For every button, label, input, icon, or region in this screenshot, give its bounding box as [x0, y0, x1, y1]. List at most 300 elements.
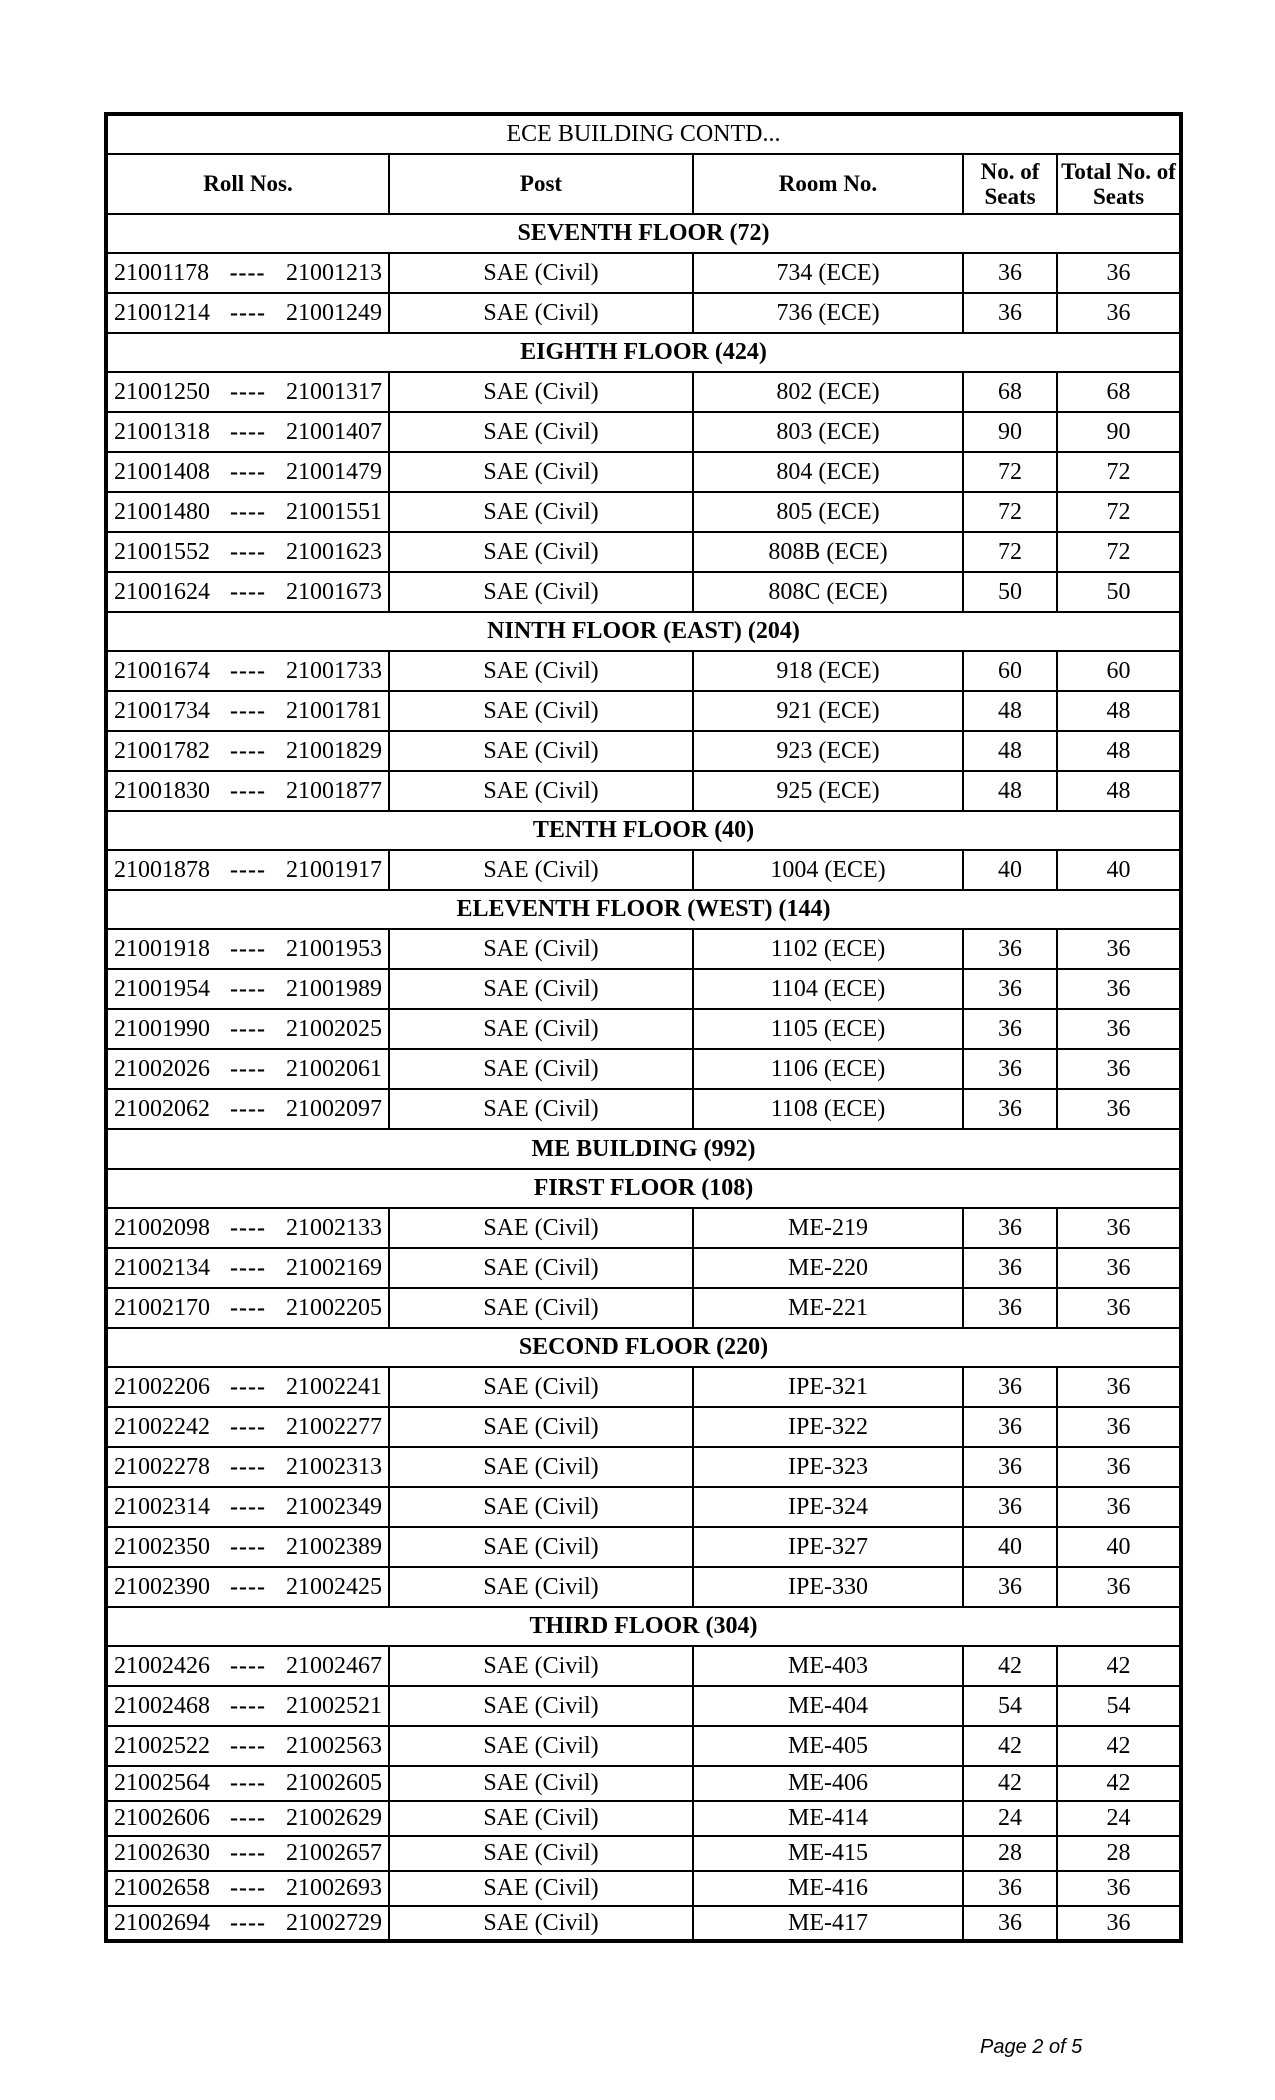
seats-cell: 36: [963, 1288, 1057, 1328]
table-row: [106, 1288, 1181, 1328]
roll-range-cell: [106, 1288, 389, 1328]
roll-end: 21001989: [286, 975, 382, 1002]
post-cell: SAE (Civil): [389, 850, 693, 890]
post-cell: SAE (Civil): [389, 691, 693, 731]
roll-separator: ----: [230, 1805, 266, 1832]
roll-end: 21002313: [286, 1453, 382, 1480]
seats-cell: 72: [963, 492, 1057, 532]
seats-cell: 90: [963, 412, 1057, 452]
roll-separator: ----: [230, 1493, 266, 1520]
roll-separator: ----: [230, 1055, 266, 1082]
post-cell: SAE (Civil): [389, 1089, 693, 1129]
roll-range: [114, 1096, 382, 1122]
floor-heading-row: [106, 811, 1181, 850]
roll-start: 21002242: [114, 1413, 210, 1440]
roll-range: [114, 1770, 382, 1796]
room-no-cell: ME-221: [693, 1288, 963, 1328]
post-cell: SAE (Civil): [389, 731, 693, 771]
roll-start: 21001830: [114, 777, 210, 804]
roll-separator: ----: [230, 498, 266, 525]
post-cell: SAE (Civil): [389, 412, 693, 452]
table-row: [106, 1726, 1181, 1766]
table-row: [106, 1208, 1181, 1248]
seats-cell: 48: [963, 731, 1057, 771]
total-seats-cell: 36: [1057, 1208, 1181, 1248]
total-seats-cell: 90: [1057, 412, 1181, 452]
roll-range: [114, 1693, 382, 1719]
seating-plan-table: [104, 112, 1183, 1943]
total-seats-cell: 36: [1057, 1288, 1181, 1328]
roll-range-cell: [106, 1447, 389, 1487]
roll-end: 21002563: [286, 1732, 382, 1759]
roll-separator: ----: [230, 1373, 266, 1400]
post-cell: SAE (Civil): [389, 1288, 693, 1328]
building-title: ME BUILDING (992): [106, 1129, 1181, 1169]
roll-separator: ----: [230, 777, 266, 804]
roll-range-cell: [106, 1801, 389, 1836]
roll-end: 21002277: [286, 1413, 382, 1440]
roll-separator: ----: [230, 1692, 266, 1719]
roll-start: 21002098: [114, 1214, 210, 1241]
total-seats-cell: 36: [1057, 1248, 1181, 1288]
table-row: [106, 1686, 1181, 1726]
room-no-cell: 808B (ECE): [693, 532, 963, 572]
roll-separator: ----: [230, 1770, 266, 1797]
roll-end: 21001213: [285, 259, 382, 286]
room-no-cell: ME-406: [693, 1766, 963, 1801]
total-seats-header: Total No. of Seats: [1057, 154, 1181, 214]
post-cell: SAE (Civil): [389, 1527, 693, 1567]
seats-cell: 48: [963, 771, 1057, 811]
roll-range: [114, 1414, 382, 1440]
roll-start: 21001250: [114, 378, 210, 405]
seats-cell: 68: [963, 372, 1057, 412]
roll-range-cell: [106, 1487, 389, 1527]
seats-cell: 36: [963, 1089, 1057, 1129]
roll-end: 21002629: [286, 1805, 382, 1832]
roll-end: 21002425: [286, 1573, 382, 1600]
roll-range: [114, 300, 382, 326]
roll-start: 21001918: [114, 935, 210, 962]
post-cell: SAE (Civil): [389, 572, 693, 612]
roll-range-cell: [106, 452, 389, 492]
roll-start: 21002630: [114, 1840, 210, 1867]
seats-cell: 36: [963, 1487, 1057, 1527]
roll-range-cell: [106, 1646, 389, 1686]
floor-heading: SEVENTH FLOOR (72): [106, 214, 1181, 253]
roll-range: [114, 1805, 382, 1831]
post-cell: SAE (Civil): [389, 1726, 693, 1766]
post-cell: SAE (Civil): [389, 1208, 693, 1248]
roll-end: 21001623: [286, 538, 382, 565]
room-no-cell: IPE-323: [693, 1447, 963, 1487]
roll-range: [114, 499, 382, 525]
page-number: Page 2 of 5: [980, 2036, 1083, 2058]
roll-separator: ----: [230, 1909, 266, 1936]
roll-end: 21001673: [286, 578, 382, 605]
total-seats-cell: 50: [1057, 572, 1181, 612]
table-row: [106, 1009, 1181, 1049]
total-seats-cell: 36: [1057, 1487, 1181, 1527]
total-seats-cell: 36: [1057, 1567, 1181, 1607]
seats-cell: 36: [963, 1407, 1057, 1447]
roll-separator: ----: [229, 259, 266, 286]
seats-cell: 36: [963, 1049, 1057, 1089]
roll-separator: ----: [230, 578, 266, 605]
total-seats-cell: 72: [1057, 452, 1181, 492]
roll-range: [114, 1875, 382, 1901]
table-row: [106, 372, 1181, 412]
roll-separator: ----: [230, 458, 266, 485]
roll-range-cell: [106, 1836, 389, 1871]
floor-heading-row: [106, 890, 1181, 929]
post-cell: SAE (Civil): [389, 1766, 693, 1801]
total-seats-cell: 36: [1057, 1009, 1181, 1049]
post-cell: SAE (Civil): [389, 372, 693, 412]
floor-heading-row: [106, 333, 1181, 372]
building-title: ECE BUILDING CONTD...: [106, 114, 1181, 154]
table-row: [106, 1567, 1181, 1607]
seats-cell: 36: [963, 1208, 1057, 1248]
seats-cell: 36: [963, 1567, 1057, 1607]
post-cell: SAE (Civil): [389, 1049, 693, 1089]
roll-separator: ----: [230, 697, 266, 724]
seats-cell: 36: [963, 1009, 1057, 1049]
room-no-cell: 1106 (ECE): [693, 1049, 963, 1089]
roll-end: 21002241: [286, 1373, 382, 1400]
seats-cell: 42: [963, 1646, 1057, 1686]
total-seats-cell: 24: [1057, 1801, 1181, 1836]
roll-start: 21002658: [114, 1875, 210, 1902]
seats-cell: 36: [963, 1871, 1057, 1906]
roll-range: [114, 976, 382, 1002]
total-seats-cell: 36: [1057, 1871, 1181, 1906]
roll-end: 21002467: [286, 1652, 382, 1679]
roll-range-cell: [106, 492, 389, 532]
roll-start: 21002564: [114, 1770, 210, 1797]
building-title-row: [106, 1129, 1181, 1169]
seats-cell: 36: [963, 1447, 1057, 1487]
roll-start: 21002062: [114, 1095, 210, 1122]
seats-cell: 36: [963, 293, 1057, 333]
roll-range: [114, 419, 382, 445]
roll-separator: ----: [230, 1254, 266, 1281]
roll-start: 21002390: [114, 1573, 210, 1600]
roll-range: [114, 1255, 382, 1281]
roll-start: 21001552: [114, 538, 210, 565]
roll-range-cell: [106, 372, 389, 412]
roll-range-cell: [106, 1766, 389, 1801]
total-seats-cell: 36: [1057, 1906, 1181, 1941]
roll-separator: ----: [230, 737, 266, 764]
roll-start: 21002468: [114, 1692, 210, 1719]
roll-end: 21002133: [286, 1214, 382, 1241]
roll-range: [114, 1494, 382, 1520]
post-cell: SAE (Civil): [389, 771, 693, 811]
roll-end: 21001249: [286, 299, 382, 326]
room-no-cell: ME-415: [693, 1836, 963, 1871]
floor-heading-row: [106, 1328, 1181, 1367]
roll-separator: ----: [230, 1015, 266, 1042]
seats-cell: 50: [963, 572, 1057, 612]
table-row: [106, 1646, 1181, 1686]
roll-separator: ----: [230, 1652, 266, 1679]
floor-heading-row: [106, 214, 1181, 253]
roll-end: 21001953: [286, 935, 382, 962]
room-no-cell: 1102 (ECE): [693, 929, 963, 969]
seats-cell: 36: [963, 1248, 1057, 1288]
roll-end: 21002693: [286, 1875, 382, 1902]
roll-range-cell: [106, 1248, 389, 1288]
seats-cell: 72: [963, 532, 1057, 572]
roll-separator: ----: [230, 538, 266, 565]
room-no-cell: 1105 (ECE): [693, 1009, 963, 1049]
roll-range: [114, 260, 382, 286]
room-no-cell: 805 (ECE): [693, 492, 963, 532]
room-no-cell: ME-404: [693, 1686, 963, 1726]
seats-cell: 36: [963, 1906, 1057, 1941]
roll-separator: ----: [230, 378, 266, 405]
roll-separator: ----: [230, 657, 266, 684]
roll-range: [114, 1910, 382, 1936]
roll-separator: ----: [230, 1453, 266, 1480]
table-row: [106, 969, 1181, 1009]
roll-end: 21002389: [286, 1533, 382, 1560]
roll-range-cell: [106, 771, 389, 811]
roll-end: 21001317: [286, 378, 382, 405]
table-row: [106, 850, 1181, 890]
roll-separator: ----: [230, 975, 266, 1002]
room-no-cell: 921 (ECE): [693, 691, 963, 731]
room-no-cell: 808C (ECE): [693, 572, 963, 612]
room-no-cell: 1104 (ECE): [693, 969, 963, 1009]
roll-start: 21002026: [114, 1055, 210, 1082]
roll-range-cell: [106, 1686, 389, 1726]
roll-end: 21002025: [286, 1015, 382, 1042]
post-cell: SAE (Civil): [389, 1646, 693, 1686]
floor-heading: FIRST FLOOR (108): [106, 1169, 1181, 1208]
post-cell: SAE (Civil): [389, 1686, 693, 1726]
total-seats-cell: 36: [1057, 293, 1181, 333]
room-no-cell: 1004 (ECE): [693, 850, 963, 890]
seating-plan-body: [106, 114, 1181, 1941]
roll-end: 21001733: [286, 657, 382, 684]
roll-range: [114, 738, 382, 764]
roll-start: 21002350: [114, 1533, 210, 1560]
floor-heading-row: [106, 612, 1181, 651]
table-row: [106, 771, 1181, 811]
total-seats-cell: 48: [1057, 771, 1181, 811]
roll-range-cell: [106, 412, 389, 452]
roll-separator: ----: [230, 1214, 266, 1241]
roll-separator: ----: [230, 1573, 266, 1600]
roll-separator: ----: [230, 935, 266, 962]
roll-range-cell: [106, 1871, 389, 1906]
total-seats-cell: 36: [1057, 253, 1181, 293]
table-row: [106, 1447, 1181, 1487]
total-seats-cell: 36: [1057, 1367, 1181, 1407]
room-no-cell: IPE-330: [693, 1567, 963, 1607]
roll-range: [114, 1840, 382, 1866]
roll-range-cell: [106, 1906, 389, 1941]
total-seats-cell: 72: [1057, 532, 1181, 572]
room-no-cell: 1108 (ECE): [693, 1089, 963, 1129]
seats-cell: 42: [963, 1766, 1057, 1801]
roll-start: 21002694: [114, 1909, 210, 1936]
roll-start: 21001674: [114, 657, 210, 684]
roll-end: 21002349: [286, 1493, 382, 1520]
roll-start: 21001214: [114, 299, 210, 326]
table-row: [106, 1049, 1181, 1089]
total-seats-cell: 42: [1057, 1646, 1181, 1686]
building-title-row: [106, 114, 1181, 154]
roll-range: [114, 1295, 382, 1321]
room-no-cell: ME-414: [693, 1801, 963, 1836]
seats-cell: 40: [963, 1527, 1057, 1567]
roll-range-cell: [106, 293, 389, 333]
post-cell: SAE (Civil): [389, 1801, 693, 1836]
floor-heading: ELEVENTH FLOOR (WEST) (144): [106, 890, 1181, 929]
table-row: [106, 1248, 1181, 1288]
roll-end: 21001551: [286, 498, 382, 525]
floor-heading: THIRD FLOOR (304): [106, 1607, 1181, 1646]
roll-range: [114, 1374, 382, 1400]
roll-start: 21002522: [114, 1732, 210, 1759]
roll-separator: ----: [230, 1095, 266, 1122]
roll-start: 21001624: [114, 578, 210, 605]
post-cell: SAE (Civil): [389, 253, 693, 293]
room-no-cell: ME-403: [693, 1646, 963, 1686]
table-row: [106, 1871, 1181, 1906]
roll-separator: ----: [230, 1840, 266, 1867]
roll-end: 21002729: [286, 1909, 382, 1936]
floor-heading: TENTH FLOOR (40): [106, 811, 1181, 850]
post-cell: SAE (Civil): [389, 492, 693, 532]
post-cell: SAE (Civil): [389, 1836, 693, 1871]
seats-cell: 40: [963, 850, 1057, 890]
room-no-cell: IPE-327: [693, 1527, 963, 1567]
total-seats-cell: 36: [1057, 929, 1181, 969]
roll-start: 21002426: [114, 1652, 210, 1679]
roll-separator: ----: [230, 1294, 266, 1321]
total-seats-cell: 48: [1057, 731, 1181, 771]
room-no-cell: ME-220: [693, 1248, 963, 1288]
roll-start: 21001782: [114, 737, 210, 764]
roll-range-cell: [106, 253, 389, 293]
post-cell: SAE (Civil): [389, 1906, 693, 1941]
roll-start: 21002606: [114, 1805, 210, 1832]
post-cell: SAE (Civil): [389, 929, 693, 969]
roll-separator: ----: [230, 856, 266, 883]
roll-range-cell: [106, 731, 389, 771]
roll-range: [114, 459, 382, 485]
room-no-cell: IPE-324: [693, 1487, 963, 1527]
table-row: [106, 253, 1181, 293]
roll-range-cell: [106, 1049, 389, 1089]
roll-end: 21002521: [286, 1692, 382, 1719]
roll-range: [114, 1574, 382, 1600]
roll-start: 21002134: [114, 1254, 210, 1281]
roll-start: 21001878: [114, 856, 210, 883]
roll-start: 21001480: [114, 498, 210, 525]
room-no-cell: IPE-322: [693, 1407, 963, 1447]
roll-start: 21001318: [114, 418, 210, 445]
roll-end: 21001479: [286, 458, 382, 485]
table-row: [106, 1367, 1181, 1407]
floor-heading: NINTH FLOOR (EAST) (204): [106, 612, 1181, 651]
room-no-cell: 804 (ECE): [693, 452, 963, 492]
total-seats-cell: 36: [1057, 969, 1181, 1009]
roll-range: [114, 1534, 382, 1560]
table-row: [106, 492, 1181, 532]
table-row: [106, 1407, 1181, 1447]
total-seats-cell: 60: [1057, 651, 1181, 691]
roll-separator: ----: [230, 418, 266, 445]
roll-start: 21002206: [114, 1373, 210, 1400]
roll-range: [114, 1056, 382, 1082]
room-no-cell: 736 (ECE): [693, 293, 963, 333]
post-cell: SAE (Civil): [389, 1871, 693, 1906]
roll-separator: ----: [230, 299, 266, 326]
table-row: [106, 1487, 1181, 1527]
roll-range-cell: [106, 969, 389, 1009]
total-seats-cell: 54: [1057, 1686, 1181, 1726]
roll-end: 21002061: [286, 1055, 382, 1082]
table-row: [106, 1527, 1181, 1567]
post-cell: SAE (Civil): [389, 1567, 693, 1607]
roll-range-cell: [106, 532, 389, 572]
total-seats-cell: 42: [1057, 1766, 1181, 1801]
table-row: [106, 1836, 1181, 1871]
roll-start: 21002170: [114, 1294, 210, 1321]
roll-end: 21001917: [286, 856, 382, 883]
roll-separator: ----: [230, 1413, 266, 1440]
total-seats-cell: 48: [1057, 691, 1181, 731]
table-row: [106, 1089, 1181, 1129]
roll-range-cell: [106, 1567, 389, 1607]
floor-heading-row: [106, 1607, 1181, 1646]
floor-heading: SECOND FLOOR (220): [106, 1328, 1181, 1367]
roll-range: [114, 1653, 382, 1679]
room-no-cell: 803 (ECE): [693, 412, 963, 452]
roll-range-cell: [106, 1367, 389, 1407]
post-cell: SAE (Civil): [389, 969, 693, 1009]
roll-start: 21001178: [114, 259, 210, 286]
roll-range: [114, 936, 382, 962]
roll-range-cell: [106, 1009, 389, 1049]
column-header-row: [106, 154, 1181, 214]
room-no-cell: 734 (ECE): [693, 253, 963, 293]
post-cell: SAE (Civil): [389, 1248, 693, 1288]
table-row: [106, 1801, 1181, 1836]
roll-range: [114, 1215, 382, 1241]
roll-range-cell: [106, 691, 389, 731]
total-seats-cell: 28: [1057, 1836, 1181, 1871]
roll-start: 21001408: [114, 458, 210, 485]
roll-range-cell: [106, 572, 389, 612]
table-row: [106, 1906, 1181, 1941]
roll-range-cell: [106, 850, 389, 890]
table-row: [106, 452, 1181, 492]
room-no-cell: 923 (ECE): [693, 731, 963, 771]
total-seats-cell: 36: [1057, 1089, 1181, 1129]
roll-range-cell: [106, 929, 389, 969]
post-cell: SAE (Civil): [389, 1447, 693, 1487]
seats-cell: 60: [963, 651, 1057, 691]
post-header: Post: [389, 154, 693, 214]
post-cell: SAE (Civil): [389, 293, 693, 333]
roll-range: [114, 579, 382, 605]
